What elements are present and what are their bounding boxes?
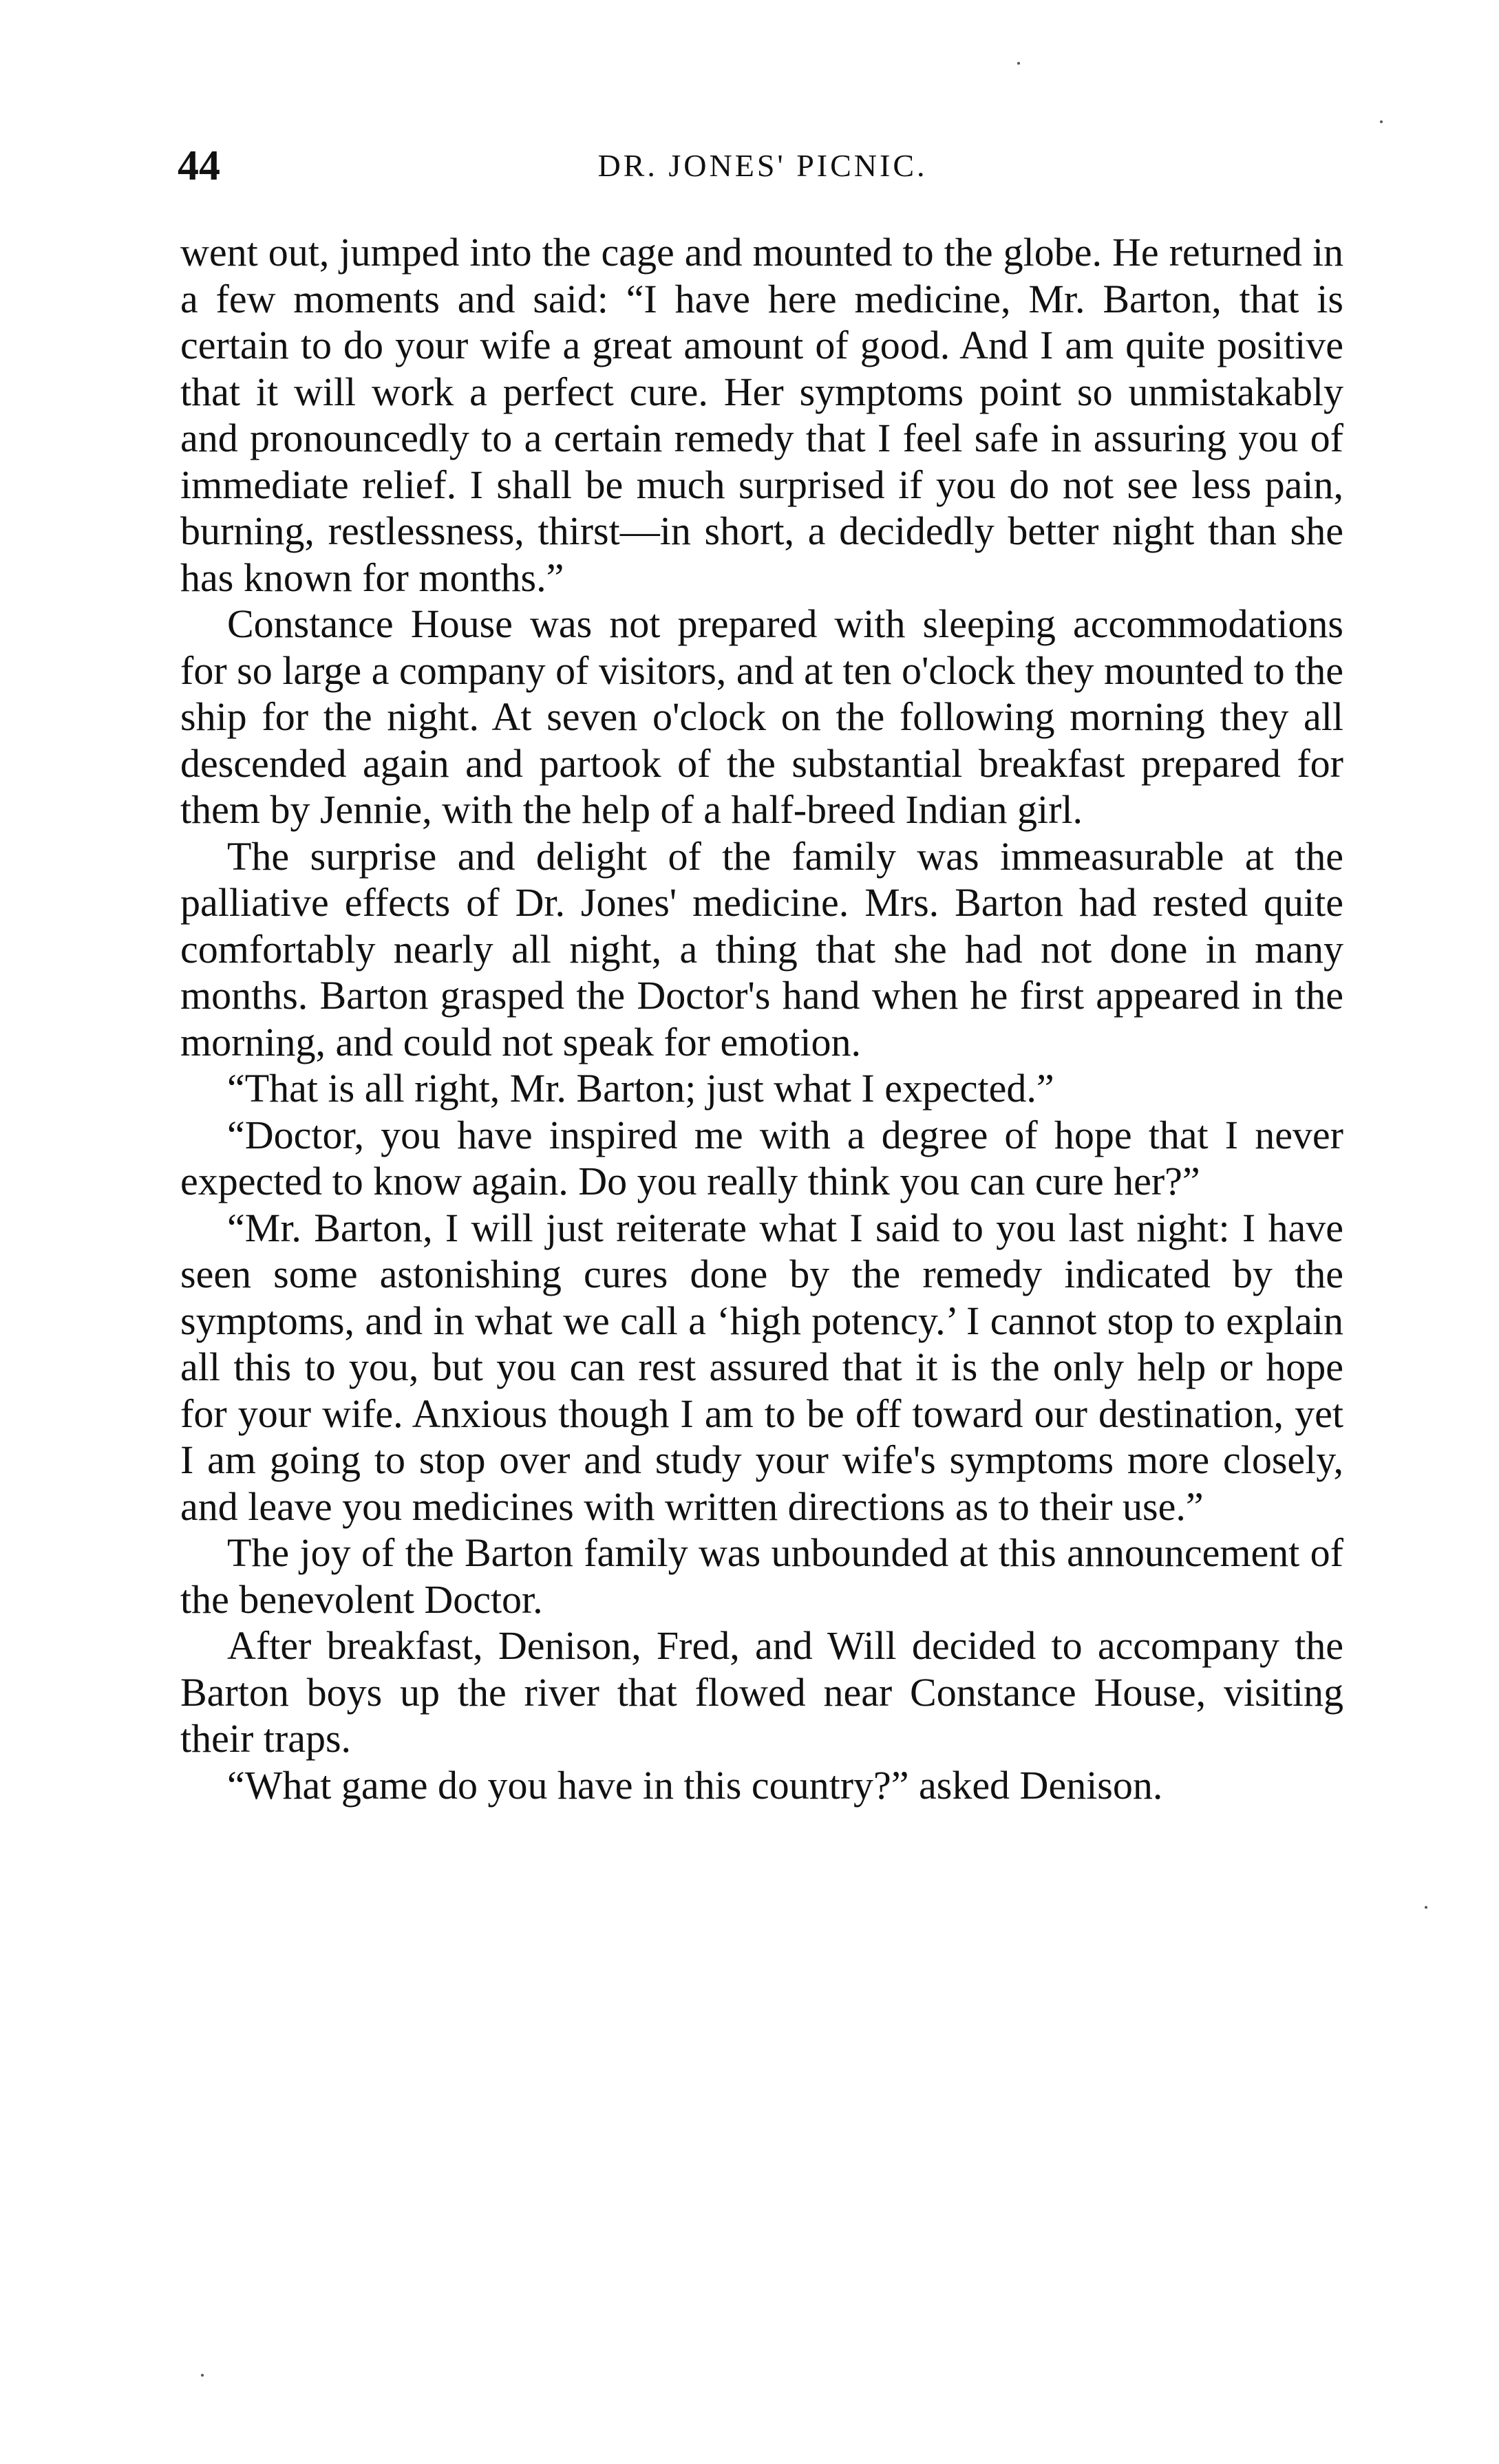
page-number: 44 [178, 142, 220, 189]
page-header [178, 135, 1348, 197]
print-speck [1425, 1906, 1427, 1909]
print-speck [201, 2374, 204, 2377]
body-text [180, 229, 1343, 1808]
paragraph-2: Constance House was not prepared with sleeping accommodations for so large a company of visitors, and at ten o'clock they mounted to the ship for the night. At seven o'clock on the following morning they all descended again and partook of the substantial breakfast prepared for them by Jennie, with the help of a half-breed Indian girl. [180, 601, 1343, 832]
paragraph-8: After breakfast, Denison, Fred, and Will decided to accompany the Barton boys up the river that flowed near Constance House, visiting their traps. [180, 1623, 1343, 1761]
paragraph-9: “What game do you have in this country?” asked Denison. [227, 1762, 1163, 1808]
paragraph-5: “Doctor, you have inspired me with a degree of hope that I never expected to know again. Do you really think you can cure her?” [180, 1112, 1343, 1203]
paragraph-6: “Mr. Barton, I will just reiterate what I said to you last night: I have seen some astonishing cures done by the remedy indicated by the symptoms, and in what we call a ‘high potency.’ I cannot stop to explain all this to you, but you can rest assured that it is the only help or hope for your wife. Anxious though I am to be off toward our destination, yet I am going to stop over and study your wife's symptoms more closely, and leave you medicines with written directions as to their use.” [180, 1205, 1343, 1529]
paragraph-4: “That is all right, Mr. Barton; just what I expected.” [227, 1066, 1054, 1111]
running-title: DR. JONES' PICNIC. [597, 148, 928, 183]
print-speck [1017, 62, 1020, 65]
paragraph-7: The joy of the Barton family was unbounded at this announcement of the benevolent Doctor. [180, 1530, 1343, 1622]
paragraph-1: went out, jumped into the cage and mounted to the globe. He returned in a few moments and said: “I have here medicine, Mr. Barton, that is certain to do your wife a great amount of good. And I am quite positive that it will work a perfect cure. Her symptoms point so unmistakably and pronouncedly to a certain remedy that I feel safe in assuring you of immediate relief. I shall be much surprised if you do not see less pain, burning, restlessness, thirst—in short, a decidedly better night than she has known for months.” [180, 230, 1343, 600]
print-speck [1380, 120, 1383, 123]
paragraph-3: The surprise and delight of the family was immeasurable at the palliative effects of Dr. Jones' medicine. Mrs. Barton had rested quite comfortably nearly all night, a thing that she had not done in many months. Barton grasped the Doctor's hand when he first appeared in the morning, and could not speak for emotion. [180, 833, 1343, 1064]
